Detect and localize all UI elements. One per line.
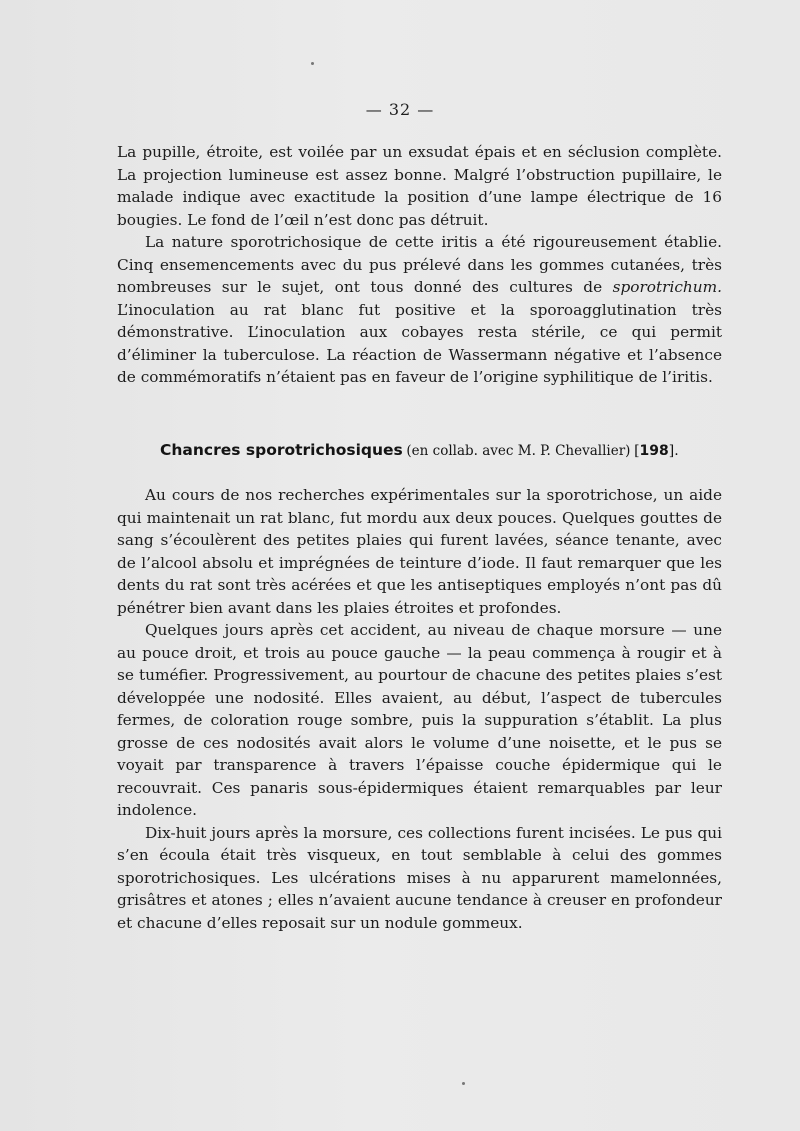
reference-number: 198 [639, 443, 669, 459]
page-number: — 32 — [365, 100, 435, 119]
section-title: Chancres sporotrichosiques [160, 441, 403, 459]
section-reference: [198]. [634, 443, 679, 459]
paragraph-text: La nature sporotrichosique de cette iritis a été rigoureusement établie. Cinq ensemencements avec du pus prélevé dans les gommes cutanées, très nombreuses sur le sujet, ont tous donné des cultures de [117, 233, 722, 296]
text-block-iritis [117, 141, 722, 389]
paragraph-pupille: La pupille, étroite, est voilée par un exsudat épais et en séclusion complète. La projection lumineuse est assez bonne. Malgré l’obstruction pupillaire, le malade indique avec exactitude la position d’une lampe électrique de 16 bougies. Le fond de l’œil n’est donc pas détruit. [117, 143, 722, 229]
paper-speck [462, 1082, 465, 1085]
paragraph-recherches: Au cours de nos recherches expérimentales sur la sporotrichose, un aide qui maintenait un rat blanc, fut mordu aux deux pouces. Quelques gouttes de sang s’écoulèrent des petites plaies qui furent lavées, séance tenante, avec de l’alcool absolu et imprégnées de teinture d’iode. Il faut remarquer que les dents du rat sont très acérées et que les antiseptiques employés n’ont pas dû pénétrer bien avant dans les plaies étroites et profondes. [117, 486, 722, 617]
paragraph-text: L’inoculation au rat blanc fut positive et la sporoagglutination très démonstrative. L’inoculation aux cobayes resta stérile, ce qui permit d’éliminer la tuberculose. La réaction de Wassermann négative et l’absence de commémoratifs n’étaient pas en faveur de l’origine syphilitique de l’iritis. [117, 300, 722, 386]
species-name: sporotrichum. [612, 278, 722, 296]
text-block-chancres [117, 484, 722, 934]
paragraph-accident: Quelques jours après cet accident, au niveau de chaque morsure — une au pouce droit, et trois au pouce gauche — la peau commença à rougir et à se tuméfier. Progressivement, au pourtour de chacune des petites plaies s’est développée une nodosité. Elles avaient, au début, l’aspect de tubercules fermes, de coloration rouge sombre, puis la suppuration s’établit. La plus grosse de ces nodosités avait alors le volume d’une noisette, et le pus se voyait par transparence à travers l’épaisse couche épidermique qui le recouvrait. Ces panaris sous-épidermiques étaient remarquables par leur indolence. [117, 621, 722, 819]
section-heading [160, 439, 740, 462]
paper-speck [311, 62, 314, 65]
section-collaboration: (en collab. avec M. P. Chevallier) [406, 443, 631, 459]
paragraph-incision: Dix-huit jours après la morsure, ces collections furent incisées. Le pus qui s’en écoula était très visqueux, en tout semblable à celui des gommes sporotrichosiques. Les ulcérations mises à nu apparurent mamelonnées, grisâtres et atones ; elles n’avaient aucune tendance à creuser en profondeur et chacune d’elles reposait sur un nodule gommeux. [117, 823, 722, 932]
paragraph-nature-sporotrichosique [117, 231, 722, 389]
